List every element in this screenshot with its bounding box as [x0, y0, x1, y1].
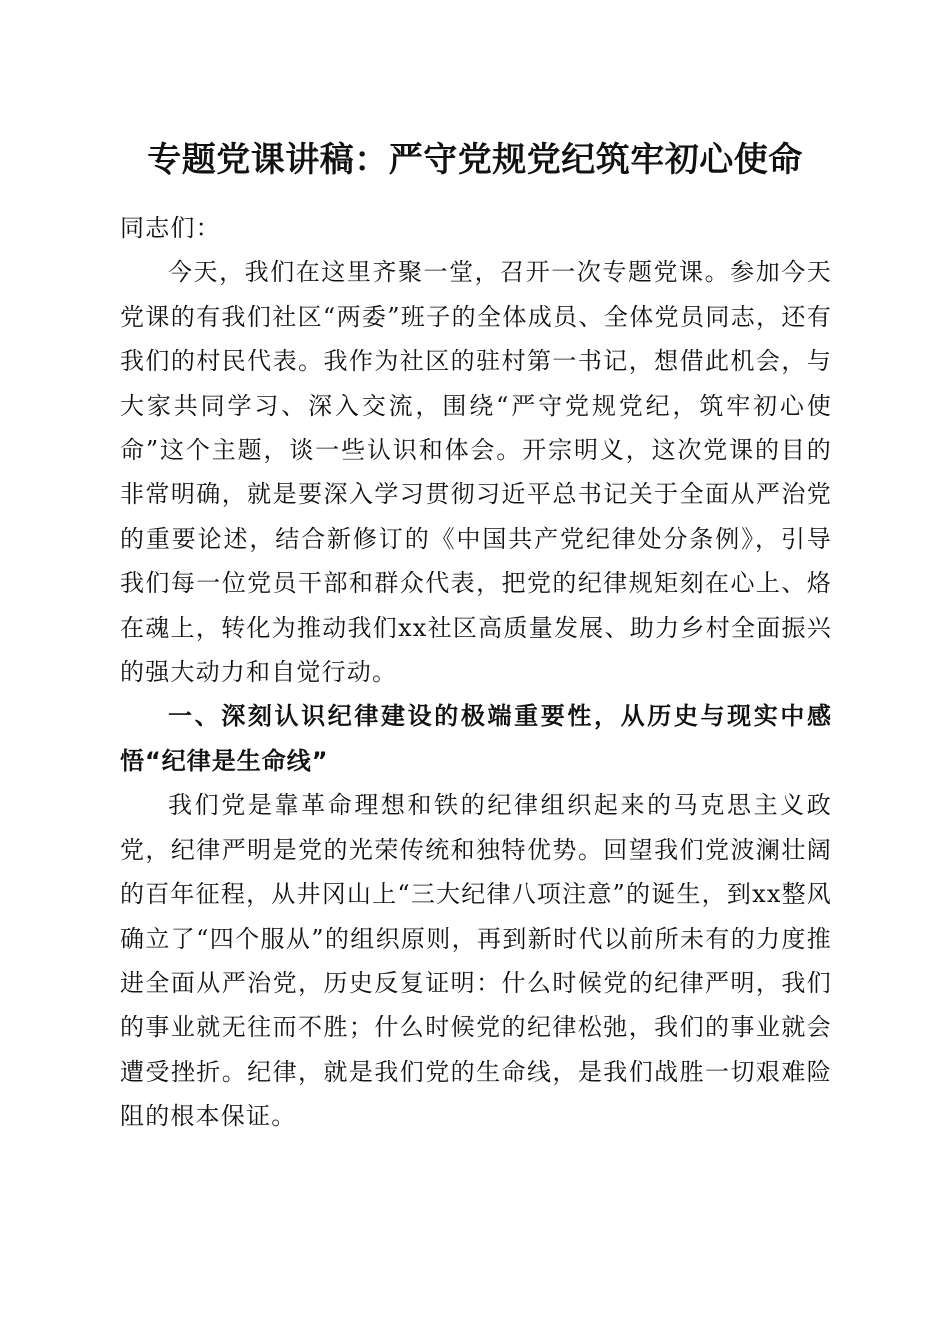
document-body — [120, 206, 832, 1139]
intro-paragraph: 今天，我们在这里齐聚一堂，召开一次专题党课。参加今天党课的有我们社区“两委”班子的全体成员、全体党员同志，还有我们的村民代表。我作为社区的驻村第一书记，想借此机会，与大家共同学习、深入交流，围绕“严守党规党纪，筑牢初心使命”这个主题，谈一些认识和体会。开宗明义，这次党课的目的非常明确，就是要深入学习贯彻习近平总书记关于全面从严治党的重要论述，结合新修订的《中国共产党纪律处分条例》，引导我们每一位党员干部和群众代表，把党的纪律规矩刻在心上、烙在魂上，转化为推动我们xx社区高质量发展、助力乡村全面振兴的强大动力和自觉行动。 — [120, 258, 832, 687]
document-title: 专题党课讲稿：严守党规党纪筑牢初心使命 — [147, 140, 803, 180]
section-heading-1: 一、深刻认识纪律建设的极端重要性，从历史与现实中感悟“纪律是生命线” — [120, 702, 832, 775]
section-1-paragraph: 我们党是靠革命理想和铁的纪律组织起来的马克思主义政党，纪律严明是党的光荣传统和独特优势。回望我们党波澜壮阔的百年征程，从井冈山上“三大纪律八项注意”的诞生，到xx整风确立了“四个服从”的组织原则，再到新时代以前所未有的力度推进全面从严治党，历史反复证明：什么时候党的纪律严明，我们的事业就无往而不胜；什么时候党的纪律松弛，我们的事业就会遭受挫折。纪律，就是我们党的生命线，是我们战胜一切艰难险阻的根本保证。 — [120, 791, 832, 1131]
salutation: 同志们： — [120, 214, 221, 242]
